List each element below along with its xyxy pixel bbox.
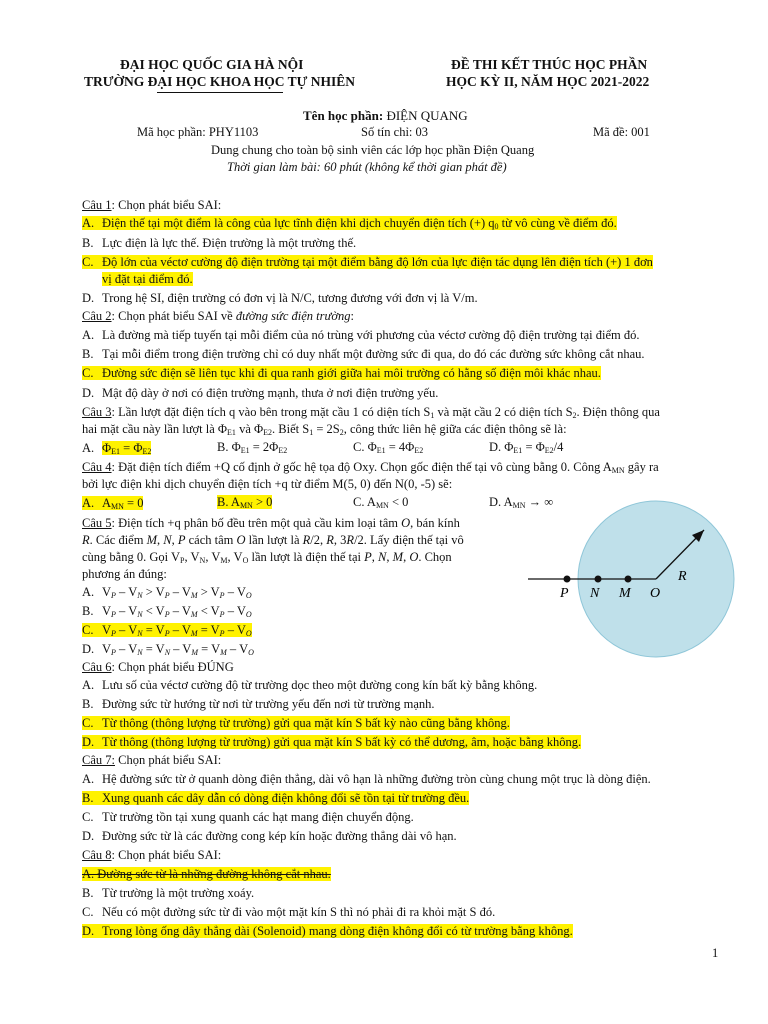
question-5-option-a: A. $V_P - V_N > V_P - V_M > V_P - V_O$ bbox=[82, 585, 252, 600]
question-7-stem: Câu 7: Chọn phát biểu SAI: bbox=[82, 753, 222, 767]
course-audience: Dung chung cho toàn bộ sinh viên các lớp học phần Điện Quang bbox=[211, 143, 535, 157]
question-4-option-c: C. $A_{MN} < 0$ bbox=[353, 495, 409, 510]
question-2-option-a: A. Là đường mà tiếp tuyến tại mỗi điểm của nó trùng với phương của véctơ cường độ điện trường tại điểm đó. bbox=[82, 328, 640, 342]
question-4-option-a: A. $A_{MN} = 0$ bbox=[82, 496, 144, 511]
course-credits: Số tín chỉ: 03 bbox=[361, 125, 429, 139]
question-5-stem: Câu 5: Điện tích +q phân bố đều trên một quả cầu kim loại tâm O, bán kính bbox=[82, 516, 460, 530]
question-5-option-b: B. $V_P - V_N < V_P - V_M < V_P - V_O$ bbox=[82, 604, 252, 619]
exam-code: Mã đề: 001 bbox=[593, 125, 650, 139]
question-7-option-a: A. Hệ đường sức từ ở quanh dòng điện thẳng, dài vô hạn là những đường tròn cùng chung một trục là dòng điện. bbox=[82, 772, 651, 786]
question-6-option-c: C. Từ thông (thông lượng từ trường) gửi qua mặt kín S bất kỳ nào cũng bằng không. bbox=[82, 716, 510, 730]
question-8-option-b: B. Từ trường là một trường xoáy. bbox=[82, 886, 255, 900]
question-5-option-d: D. $V_P - V_N = V_N - V_M = V_M - V_O$ bbox=[82, 642, 254, 657]
question-7-option-d: D. Đường sức từ là các đường cong kép kín hoặc đường thẳng dài vô hạn. bbox=[82, 829, 457, 843]
question-3-stem: Câu 3: Lần lượt đặt điện tích q vào bên trong mặt cầu 1 có diện tích $S_1$ và mặt cầu 2 có diện tích $S_2$. Điện thông qua bbox=[82, 405, 660, 420]
question-6-option-a: A. Lưu số của véctơ cường độ từ trường dọc theo một đường cong kín bất kỳ bằng không. bbox=[82, 678, 538, 692]
question-2-option-d: D. Mật độ dày ở nơi có điện trường mạnh, thưa ở nơi điện trường yếu. bbox=[82, 386, 439, 400]
question-6-option-d: D. Từ thông (thông lượng từ trường) gửi qua mặt kín S bất kỳ có thể dương, âm, hoặc bằng không. bbox=[82, 735, 582, 749]
question-6-stem: Câu 6: Chọn phát biểu ĐÚNG bbox=[82, 660, 234, 674]
question-3-stem-cont: hai mặt cầu này lần lượt là $\Phi_{E1}$ và $\Phi_{E2}$. Biết $S_1 = 2S_2$, công thức liên hệ giữa các điện thông sẽ là: bbox=[82, 422, 567, 437]
label-N: N bbox=[590, 586, 600, 601]
question-1-option-b: B. Lực điện là lực thế. Điện trường là một trường thế. bbox=[82, 236, 357, 250]
question-1-stem: Câu 1: Chọn phát biểu SAI: bbox=[82, 198, 222, 212]
university-name: ĐẠI HỌC QUỐC GIA HÀ NỘI bbox=[120, 57, 304, 72]
question-1-option-d: D. Trong hệ SI, điện trường có đơn vị là N/C, tương đương với đơn vị là V/m. bbox=[82, 291, 478, 305]
header-underline bbox=[157, 92, 283, 93]
exam-title: ĐỀ THI KẾT THÚC HỌC PHẦN bbox=[451, 57, 648, 72]
faculty-name: TRƯỜNG ĐẠI HỌC KHOA HỌC TỰ NHIÊN bbox=[84, 74, 356, 89]
question-4-stem-cont: bởi lực điện khi dịch chuyển điện tích +q từ điểm M(5, 0) đến N(0, -5) sẽ: bbox=[82, 477, 453, 491]
label-P: P bbox=[560, 586, 569, 601]
question-5-stem-cont-3: phương án đúng: bbox=[82, 567, 167, 581]
question-5-option-c: C. $V_P - V_N = V_P - V_M = V_P - V_O$ bbox=[82, 623, 252, 638]
question-2-stem: Câu 2: Chọn phát biểu SAI về đường sức điện trường: bbox=[82, 309, 354, 323]
question-1-option-c-cont: vị đặt tại điểm đó. bbox=[102, 272, 193, 286]
question-8-option-a: A. Đường sức từ là những đường không cắt nhau. bbox=[82, 867, 331, 881]
exam-semester: HỌC KỲ II, NĂM HỌC 2021-2022 bbox=[446, 74, 650, 89]
question-4-stem: Câu 4: Đặt điện tích điểm +Q cố định ở gốc hệ tọa độ Oxy. Chọn gốc điện thế tại vô cùng bằng 0. Công $A_{MN}$ gây ra bbox=[82, 460, 659, 475]
course-name: Tên học phần: ĐIỆN QUANG bbox=[303, 108, 468, 123]
question-8-stem: Câu 8: Chọn phát biểu SAI: bbox=[82, 848, 222, 862]
question-5-stem-cont-2: cùng bằng 0. Gọi $V_P$, $V_N$, $V_M$, $V_O$ lần lượt là điện thế tại P, N, M, O. Chọn bbox=[82, 550, 452, 565]
exam-time: Thời gian làm bài: 60 phút (không kể thời gian phát đề) bbox=[227, 160, 507, 174]
question-4-option-b: B. $A_{MN} > 0$ bbox=[217, 495, 273, 510]
question-3-option-d: D. $\Phi_{E1} = \Phi_{E2}/4$ bbox=[489, 440, 564, 455]
label-R: R bbox=[678, 569, 687, 584]
page-number: 1 bbox=[712, 946, 719, 960]
question-1-option-c: C. Độ lớn của véctơ cường độ điện trường tại một điểm bằng độ lớn của lực điện tác dụng lên điện tích (+) 1 đơn bbox=[82, 255, 653, 269]
question-8-option-d: D. Trong lòng ống dây thẳng dài (Solenoid) mang dòng điện không đổi có từ trường bằng không. bbox=[82, 924, 573, 938]
question-5-stem-cont: R. Các điểm M, N, P cách tâm O lần lượt là R/2, R, 3R/2. Lấy điện thế tại vô bbox=[82, 533, 464, 547]
question-3-option-b: B. $\Phi_{E1} = 2\Phi_{E2}$ bbox=[217, 440, 288, 455]
question-3-option-c: C. $\Phi_{E1} = 4\Phi_{E2}$ bbox=[353, 440, 424, 455]
question-8-option-c: C. Nếu có một đường sức từ đi vào một mặt kín S thì nó phải đi ra khỏi mặt S đó. bbox=[82, 905, 496, 919]
question-6-option-b: B. Đường sức từ hướng từ nơi từ trường yếu đến nơi từ trường mạnh. bbox=[82, 697, 435, 711]
question-7-option-b: B. Xung quanh các dây dẫn có dòng điện không đổi sẽ tồn tại từ trường đều. bbox=[82, 791, 470, 805]
sphere-figure bbox=[520, 500, 752, 660]
question-4-option-d: D. $A_{MN}$ → ∞ bbox=[489, 495, 554, 510]
point-P bbox=[564, 576, 571, 583]
question-1-option-a: A. Điện thế tại một điểm là công của lực tĩnh điện khi dịch chuyển điện tích (+) $q_0$ từ vô cùng về điểm đó. bbox=[82, 216, 617, 231]
label-O: O bbox=[650, 586, 661, 601]
question-2-option-b: B. Tại mỗi điểm trong điện trường chỉ có duy nhất một đường sức đi qua, do đó các đường sức không cắt nhau. bbox=[82, 347, 645, 361]
point-M bbox=[625, 576, 632, 583]
question-7-option-c: C. Từ trường tồn tại xung quanh các hạt mang điện chuyển động. bbox=[82, 810, 414, 824]
point-N bbox=[595, 576, 602, 583]
course-code: Mã học phần: PHY1103 bbox=[137, 125, 259, 139]
label-M: M bbox=[619, 586, 631, 601]
question-2-option-c: C. Đường sức điện sẽ liên tục khi đi qua ranh giới giữa hai môi trường có hằng số điện môi khác nhau. bbox=[82, 366, 601, 380]
question-3-option-a: A. $\Phi_{E1} = \Phi_{E2}$ bbox=[82, 441, 152, 456]
